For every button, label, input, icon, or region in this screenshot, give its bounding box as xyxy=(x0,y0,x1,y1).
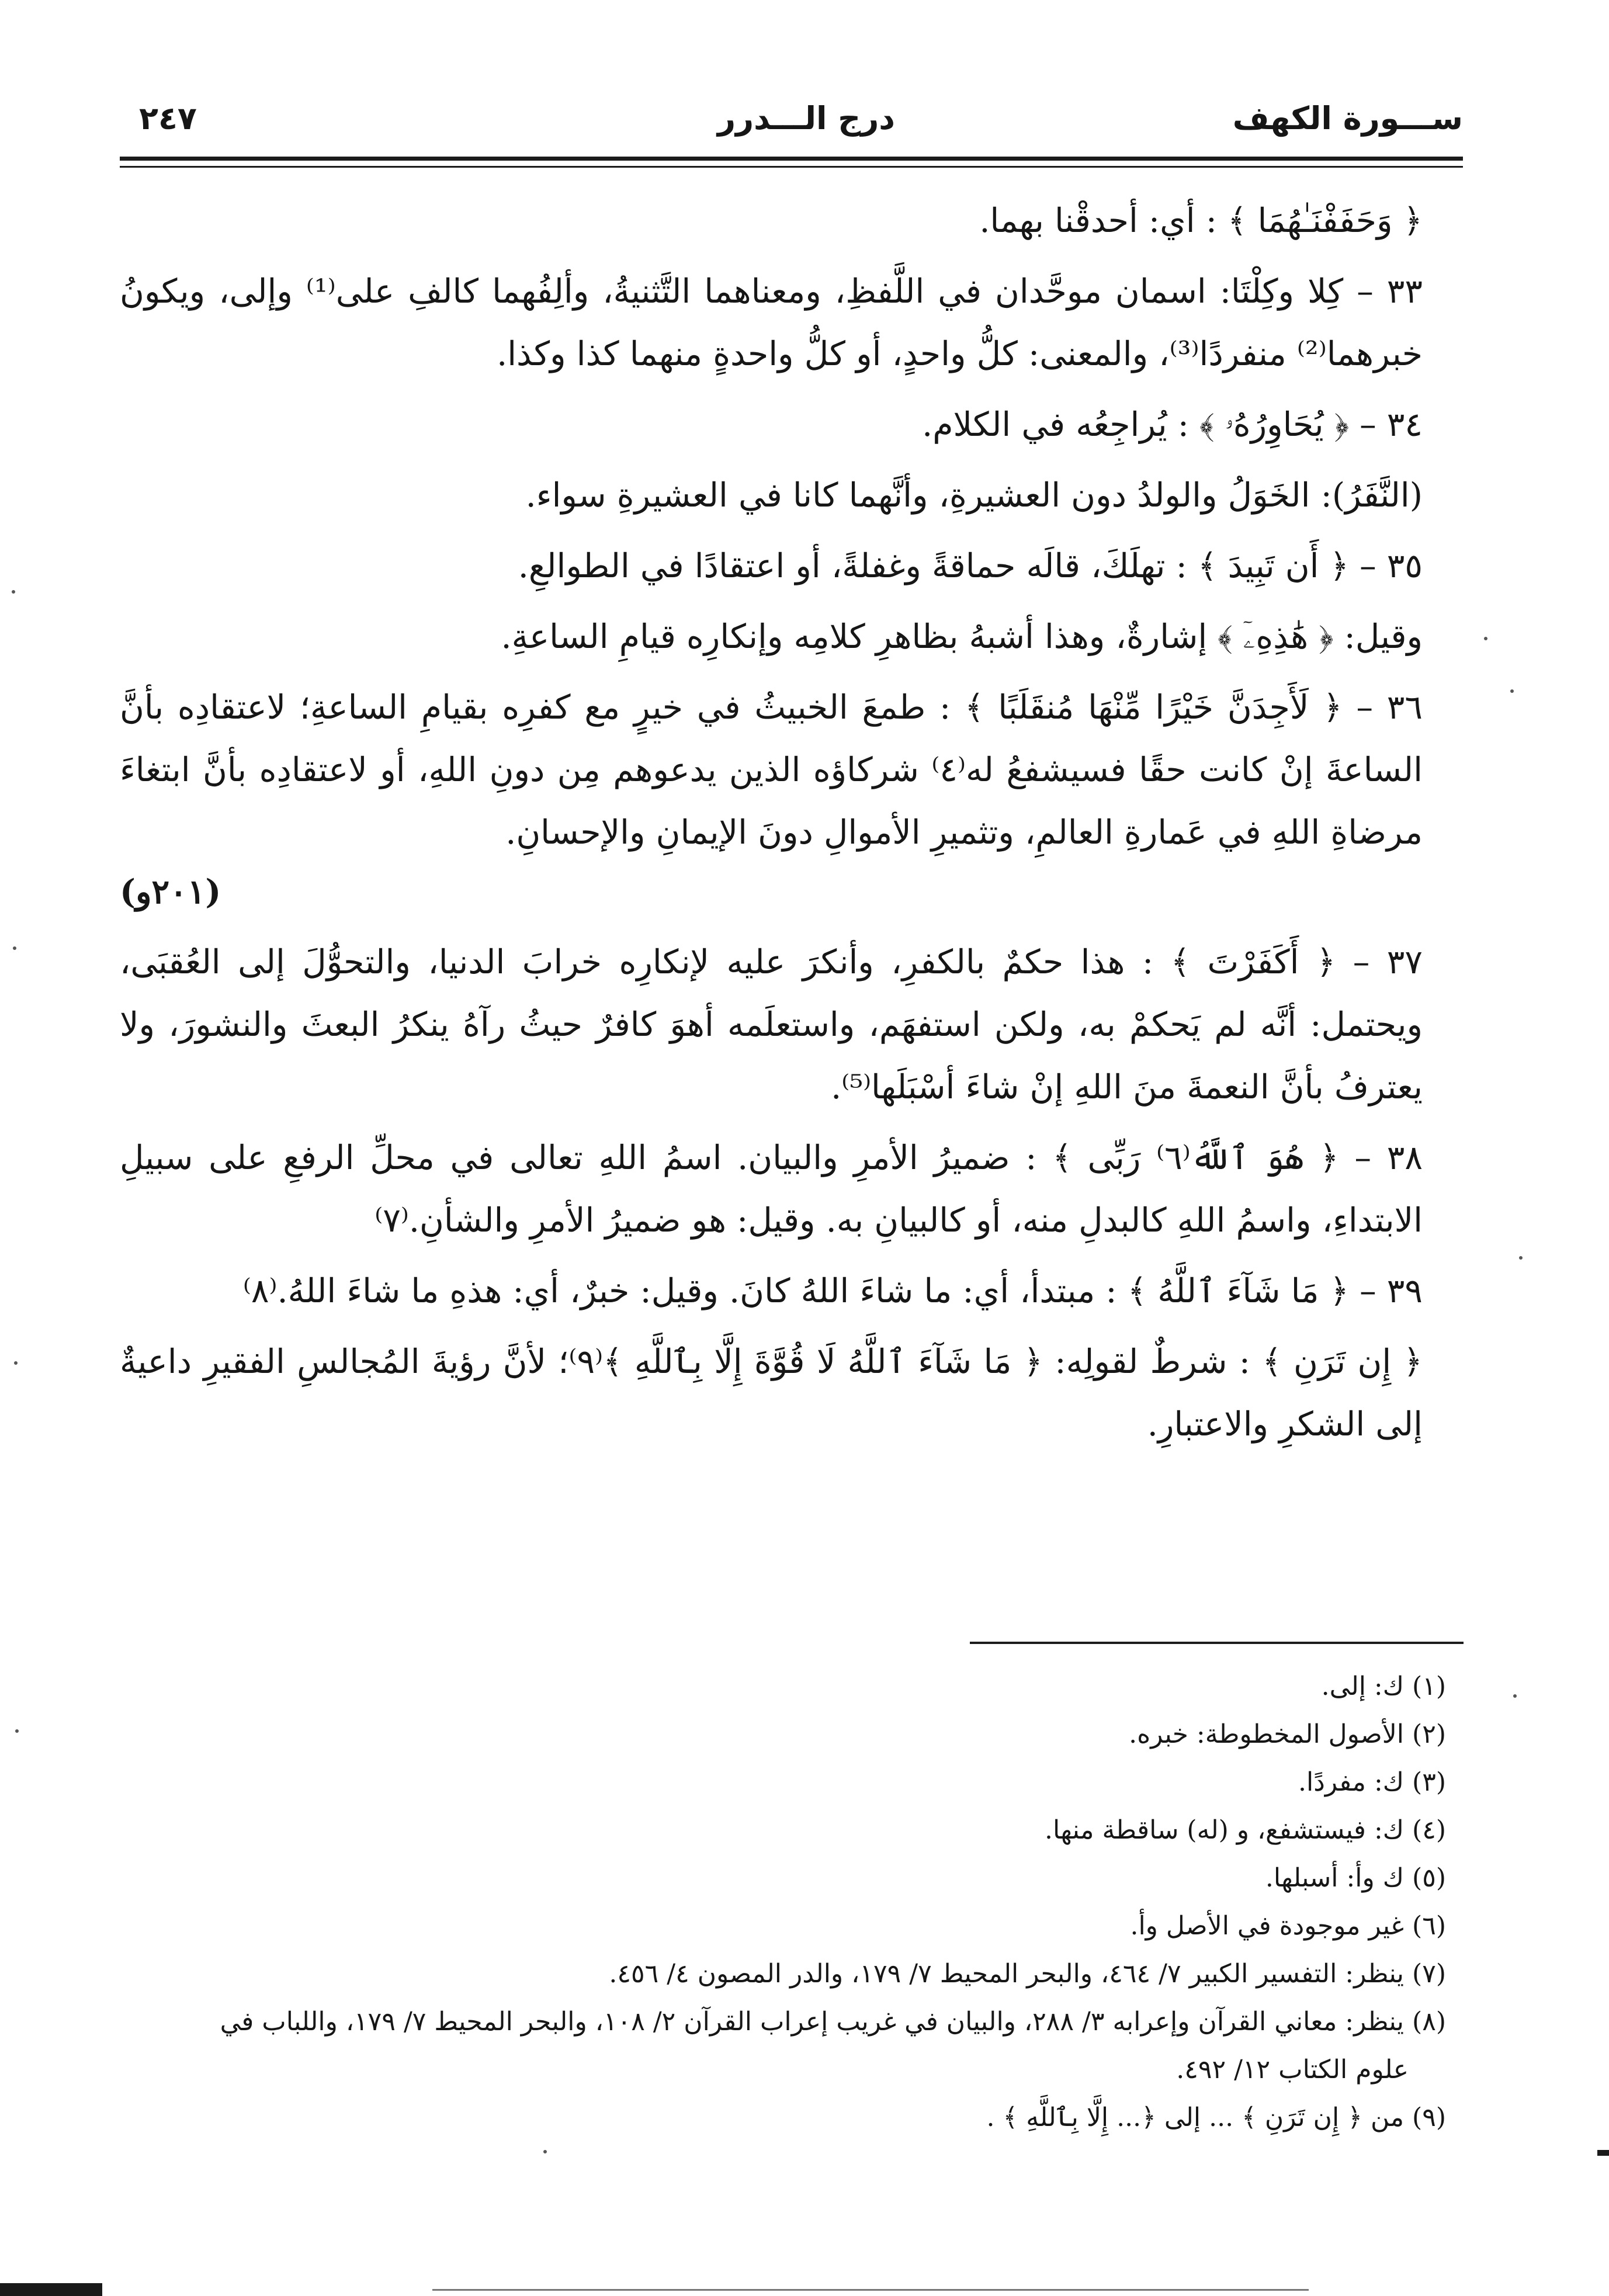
paragraph-verse-gloss: ﴿ وَحَفَفْنَـٰهُمَا ﴾ : أي: أحدقْنا بهما. xyxy=(979,202,1423,240)
scan-speck xyxy=(543,2150,547,2153)
scan-speck xyxy=(12,590,15,594)
paragraph-33: ٣٣ – كِلا وكِلْتَا: اسمان موحَّدان في اللَّفظِ، ومعناهما التَّثنيةُ، وألِفُهما كالفِ على⁽¹⁾ وإلى، ويكونُ خبرهما⁽²⁾ منفردًا⁽³⁾، والمعنى: كلُّ واحدٍ، أو كلُّ واحدةٍ منهما كذا وكذا. xyxy=(120,272,1423,373)
paragraph-39-cont: ﴿ إِن تَرَنِ ﴾ : شرطٌ لقولِه: ﴿ مَا شَآءَ ٱللَّهُ لَا قُوَّةَ إِلَّا بِٱللَّهِ ﴾⁽٩⁾؛ لأنَّ رؤيةَ المُجالسِ الفقيرِ داعيةٌ إلى الشكرِ والاعتبارِ. xyxy=(120,1343,1423,1444)
footnote-4: (٤) ك: فيستشفع، و (له) ساقطة منها. xyxy=(1044,1815,1446,1845)
paragraph-36 xyxy=(120,677,1464,923)
footnote-5: (٥) ك وأ: أسبلها. xyxy=(1265,1863,1446,1893)
header-rule-thick xyxy=(120,157,1463,161)
scan-speck xyxy=(14,1361,18,1365)
footnote-2: (٢) الأصول المخطوطة: خبره. xyxy=(1129,1719,1446,1749)
manuscript-folio-marker: (٢٠١و) xyxy=(120,872,221,911)
scan-edge-line xyxy=(432,2289,1309,2291)
footnote-9: (٩) من ﴿ إِن تَرَنِ ﴾ ... إلى ﴿... إِلَّا بِٱللَّهِ ﴾ . xyxy=(986,2103,1446,2132)
paragraph-35-note: وقيل: ﴿ هَٰذِهِۦٓ ﴾ إشارةٌ، وهذا أشبهُ بظاهرِ كلامِه وإنكارِه قيامِ الساعةِ. xyxy=(501,618,1423,656)
scan-speck xyxy=(1519,1256,1523,1260)
footnote-8-continuation: علوم الكتاب ١٢/ ٤٩٢. xyxy=(1176,2055,1409,2085)
footnote-1: (١) ك: إلى. xyxy=(1321,1671,1446,1701)
footnote-7: (٧) ينظر: التفسير الكبير ٧/ ٤٦٤، والبحر المحيط ٧/ ١٧٩، والدر المصون ٤/ ٤٥٦. xyxy=(609,1959,1446,1989)
scan-edge-bar xyxy=(0,2283,102,2296)
paragraph-38: ٣٨ – ﴿ هُوَ ٱللَّهُ⁽٦⁾ رَبِّى ﴾ : ضميرُ الأمرِ والبيان. اسمُ اللهِ تعالى في محلِّ الرفعِ على سبيلِ الابتداءِ، واسمُ اللهِ كالبدلِ منه، أو كالبيانِ به. وقيل: هو ضميرُ الأمرِ والشأنِ.⁽٧⁾ xyxy=(120,1139,1423,1240)
footnote-6: (٦) غير موجودة في الأصل وأ. xyxy=(1130,1911,1446,1941)
footnote-separator xyxy=(970,1642,1464,1644)
page-number: ٢٤٧ xyxy=(139,100,197,137)
scan-speck xyxy=(1484,637,1487,640)
footnote-3: (٣) ك: مفردًا. xyxy=(1298,1767,1446,1797)
main-text xyxy=(120,190,1464,1464)
paragraph-37: ٣٧ – ﴿ أَكَفَرْتَ ﴾ : هذا حكمٌ بالكفرِ، وأنكرَ عليه لإنكارِه خرابَ الدنيا، والتحوُّلَ إلى العُقبَى، ويحتمل: أنَّه لم يَحكمْ به، ولكن استفهَم، واستعلَمه أهوَ كافرٌ حيثُ رآهُ ينكرُ البعثَ والنشورَ، ولا يعترفُ بأنَّ النعمةَ منَ اللهِ إنْ شاءَ أسْبَلَها⁽⁵⁾. xyxy=(120,943,1423,1107)
footnote-8: (٨) ينظر: معاني القرآن وإعرابه ٣/ ٢٨٨، والبيان في غريب إعراب القرآن ٢/ ١٠٨، والبحر المحيط ٧/ ١٧٩، واللباب في xyxy=(220,2007,1446,2037)
scan-edge-mark xyxy=(1597,2150,1609,2156)
footnotes xyxy=(120,1664,1446,2143)
surah-title: ســـورة الكهف xyxy=(1232,100,1463,137)
header-rule-thin xyxy=(120,166,1463,168)
scan-speck xyxy=(13,946,16,950)
paragraph-39: ٣٩ – ﴿ مَا شَآءَ ٱللَّهُ ﴾ : مبتدأ، أي: ما شاءَ اللهُ كانَ. وقيل: خبرٌ، أي: هذهِ ما شاءَ اللهُ.⁽٨⁾ xyxy=(242,1272,1423,1310)
scan-speck xyxy=(1510,689,1514,693)
paragraph-nafar: (النَّفَرُ): الخَوَلُ والولدُ دون العشيرةِ، وأنَّهما كانا في العشيرةِ سواء. xyxy=(525,476,1423,515)
paragraph-34: ٣٤ – ﴿ يُحَاوِرُهُۥ ﴾ : يُراجِعُه في الكلام. xyxy=(922,405,1423,444)
book-title: درج الـــدرر xyxy=(717,100,896,137)
paragraph-35: ٣٥ – ﴿ أَن تَبِيدَ ﴾ : تهلَكَ، قالَه حماقةً وغفلةً، أو اعتقادًا في الطوالعِ. xyxy=(518,547,1423,585)
scan-speck xyxy=(15,1729,19,1733)
scan-speck xyxy=(1513,1694,1517,1698)
paragraph-36-text: ٣٦ – ﴿ لَأَجِدَنَّ خَيْرًا مِّنْهَا مُنقَلَبًا ﴾ : طمعَ الخبيثُ في خيرٍ مع كفرِه بقيامِ الساعةِ؛ لاعتقادِه بأنَّ الساعةَ إنْ كانت حقًا فسيشفعُ له⁽٤⁾ شركاؤه الذين يدعوهم مِن دونِ اللهِ، أو لاعتقادِه بأنَّ ابتغاءَ مرضاةِ اللهِ في عَمارةِ العالمِ، وتثميرِ الأموالِ دونَ الإيمانِ والإحسانِ. xyxy=(120,688,1423,852)
